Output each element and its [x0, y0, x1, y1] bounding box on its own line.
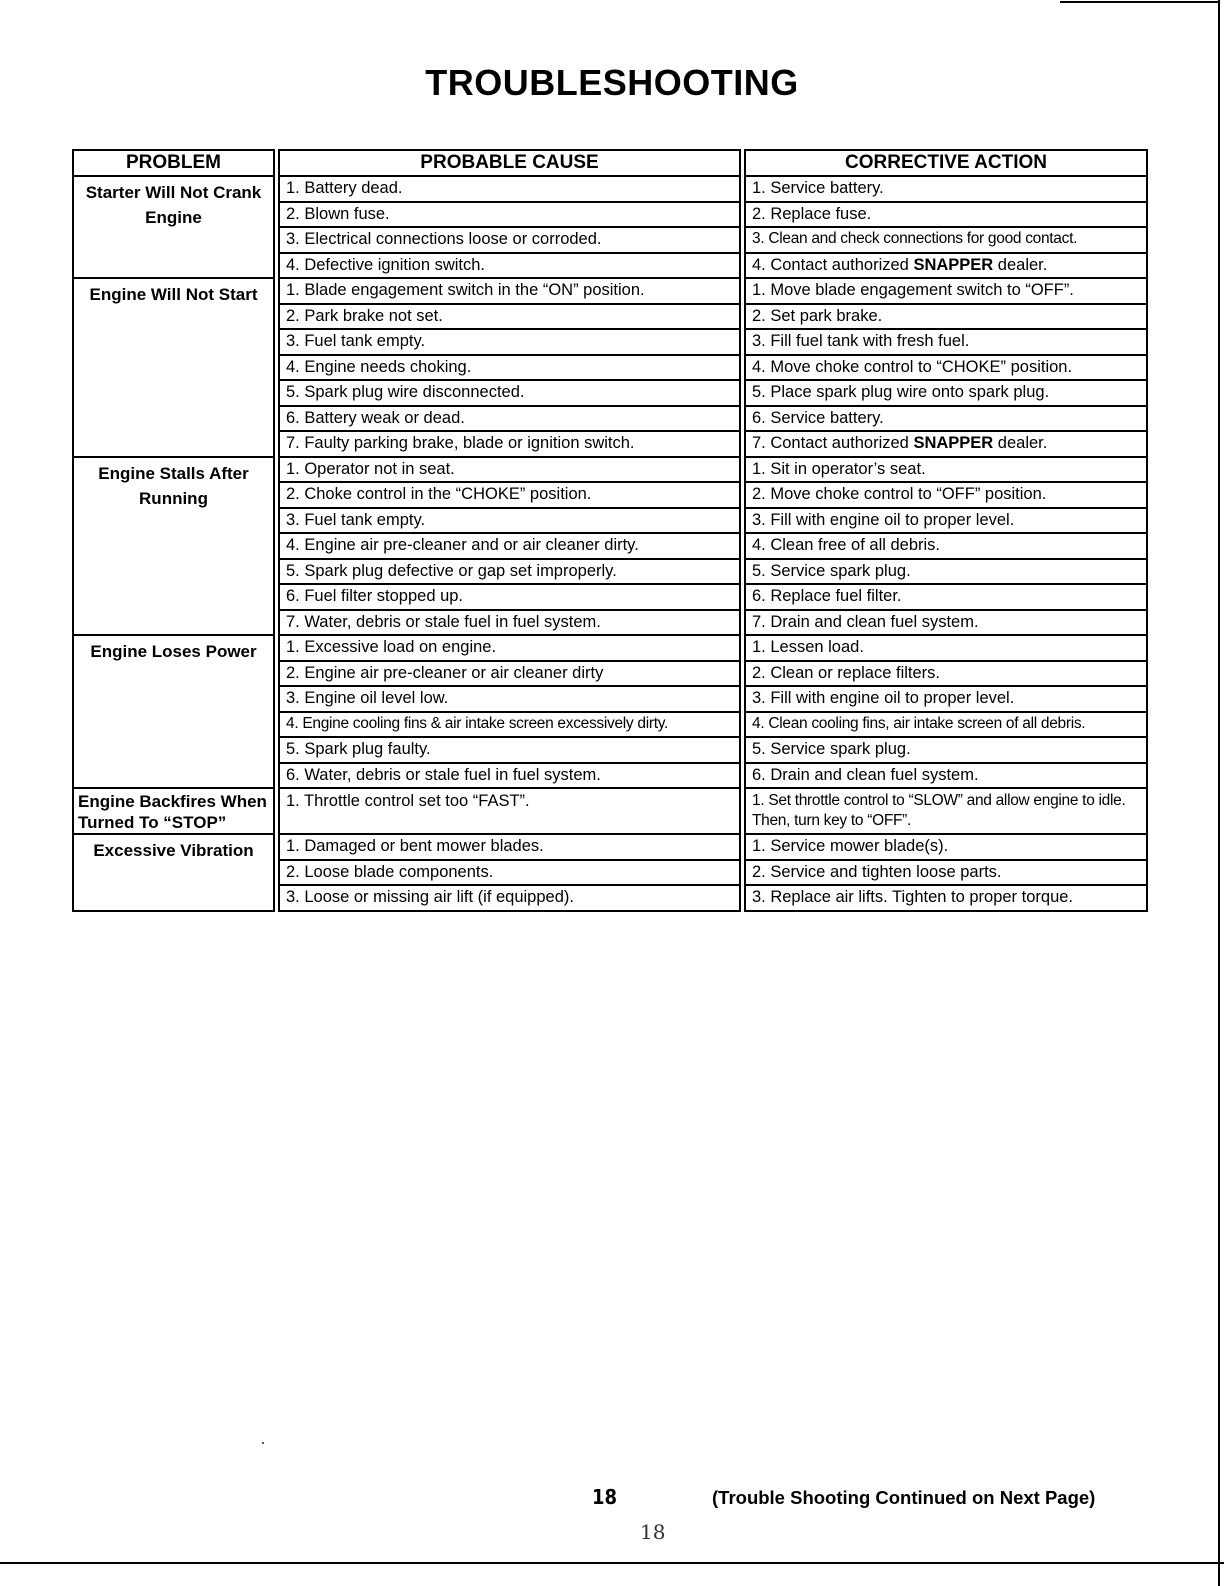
action-column-group [744, 279, 1148, 458]
page-frame-top [1060, 1, 1220, 3]
cause-column-group [278, 835, 741, 912]
action-cell: 7. Drain and clean fuel system. [744, 611, 1148, 637]
cause-cell: 6. Battery weak or dead. [278, 407, 741, 433]
cause-cell: 4. Engine needs choking. [278, 356, 741, 382]
handwritten-page-mark: 18 [640, 1520, 666, 1544]
problem-cell: Engine Stalls After Running [72, 458, 275, 637]
problem-cell: Engine Backfires When Turned To “STOP” [72, 789, 275, 835]
cause-cell: 4. Engine cooling fins & air intake screen excessively dirty. [278, 713, 741, 739]
action-cell: 2. Clean or replace filters. [744, 662, 1148, 688]
cause-cell: 7. Water, debris or stale fuel in fuel system. [278, 611, 741, 637]
cause-cell: 2. Choke control in the “CHOKE” position. [278, 483, 741, 509]
action-column-group [744, 835, 1148, 912]
action-cell: 3. Fill with engine oil to proper level. [744, 687, 1148, 713]
action-cell: 6. Replace fuel filter. [744, 585, 1148, 611]
cause-column-group [278, 458, 741, 637]
action-cell: 2. Service and tighten loose parts. [744, 861, 1148, 887]
cause-cell: 3. Electrical connections loose or corroded. [278, 228, 741, 254]
action-column-group [744, 636, 1148, 789]
cause-cell: 2. Engine air pre-cleaner or air cleaner dirty [278, 662, 741, 688]
page-number: 18 [592, 1485, 618, 1509]
action-cell: 5. Place spark plug wire onto spark plug. [744, 381, 1148, 407]
cause-cell: 2. Blown fuse. [278, 203, 741, 229]
action-cell: 6. Service battery. [744, 407, 1148, 433]
troubleshooting-table [72, 149, 1148, 912]
action-cell: 5. Service spark plug. [744, 738, 1148, 764]
action-cell: 3. Clean and check connections for good contact. [744, 228, 1148, 254]
cause-cell: 1. Throttle control set too “FAST”. [278, 789, 741, 835]
page-frame-right [1218, 0, 1220, 1586]
cause-cell: 5. Spark plug faulty. [278, 738, 741, 764]
action-cell: 1. Move blade engagement switch to “OFF”. [744, 279, 1148, 305]
problem-cell: Excessive Vibration [72, 835, 275, 912]
cause-cell: 5. Spark plug defective or gap set improperly. [278, 560, 741, 586]
cause-cell: 4. Engine air pre-cleaner and or air cleaner dirty. [278, 534, 741, 560]
cause-cell: 3. Engine oil level low. [278, 687, 741, 713]
action-column-group [744, 458, 1148, 637]
problem-cell: Engine Will Not Start [72, 279, 275, 458]
cause-cell: 1. Blade engagement switch in the “ON” position. [278, 279, 741, 305]
problem-cell: Starter Will Not Crank Engine [72, 177, 275, 279]
cause-cell: 2. Loose blade components. [278, 861, 741, 887]
action-cell: 2. Replace fuse. [744, 203, 1148, 229]
action-cell: 1. Set throttle control to “SLOW” and allow engine to idle. Then, turn key to “OFF”. [744, 789, 1148, 835]
action-cell: 4. Move choke control to “CHOKE” position. [744, 356, 1148, 382]
action-cell: 1. Service battery. [744, 177, 1148, 203]
action-cell: 4. Clean free of all debris. [744, 534, 1148, 560]
header-probable-cause: PROBABLE CAUSE [278, 149, 741, 177]
cause-column-group [278, 789, 741, 835]
cause-cell: 7. Faulty parking brake, blade or ignition switch. [278, 432, 741, 458]
action-cell: 2. Move choke control to “OFF” position. [744, 483, 1148, 509]
cause-cell: 6. Fuel filter stopped up. [278, 585, 741, 611]
action-cell: 4. Clean cooling fins, air intake screen of all debris. [744, 713, 1148, 739]
continued-note: (Trouble Shooting Continued on Next Page) [712, 1487, 1096, 1508]
cause-cell: 4. Defective ignition switch. [278, 254, 741, 280]
action-cell: 5. Service spark plug. [744, 560, 1148, 586]
bottom-rule [0, 1562, 1224, 1564]
cause-cell: 3. Loose or missing air lift (if equipped). [278, 886, 741, 912]
cause-cell: 3. Fuel tank empty. [278, 330, 741, 356]
cause-cell: 1. Excessive load on engine. [278, 636, 741, 662]
cause-column-group [278, 177, 741, 279]
action-cell: 1. Service mower blade(s). [744, 835, 1148, 861]
action-cell: 2. Set park brake. [744, 305, 1148, 331]
header-problem: PROBLEM [72, 149, 275, 177]
speck [262, 1442, 264, 1444]
cause-cell: 1. Damaged or bent mower blades. [278, 835, 741, 861]
action-column-group [744, 789, 1148, 835]
header-corrective-action: CORRECTIVE ACTION [744, 149, 1148, 177]
cause-cell: 2. Park brake not set. [278, 305, 741, 331]
cause-cell: 6. Water, debris or stale fuel in fuel system. [278, 764, 741, 790]
cause-cell: 1. Battery dead. [278, 177, 741, 203]
action-cell: 3. Replace air lifts. Tighten to proper torque. [744, 886, 1148, 912]
action-cell: 1. Lessen load. [744, 636, 1148, 662]
action-cell: 3. Fill fuel tank with fresh fuel. [744, 330, 1148, 356]
action-cell: 1. Sit in operator’s seat. [744, 458, 1148, 484]
cause-cell: 5. Spark plug wire disconnected. [278, 381, 741, 407]
action-cell: 3. Fill with engine oil to proper level. [744, 509, 1148, 535]
action-cell: 4. Contact authorized SNAPPER dealer. [744, 254, 1148, 280]
cause-cell: 1. Operator not in seat. [278, 458, 741, 484]
action-column-group [744, 177, 1148, 279]
cause-column-group [278, 279, 741, 458]
cause-cell: 3. Fuel tank empty. [278, 509, 741, 535]
action-cell: 7. Contact authorized SNAPPER dealer. [744, 432, 1148, 458]
problem-cell: Engine Loses Power [72, 636, 275, 789]
cause-column-group [278, 636, 741, 789]
page-title: TROUBLESHOOTING [425, 62, 799, 103]
action-cell: 6. Drain and clean fuel system. [744, 764, 1148, 790]
